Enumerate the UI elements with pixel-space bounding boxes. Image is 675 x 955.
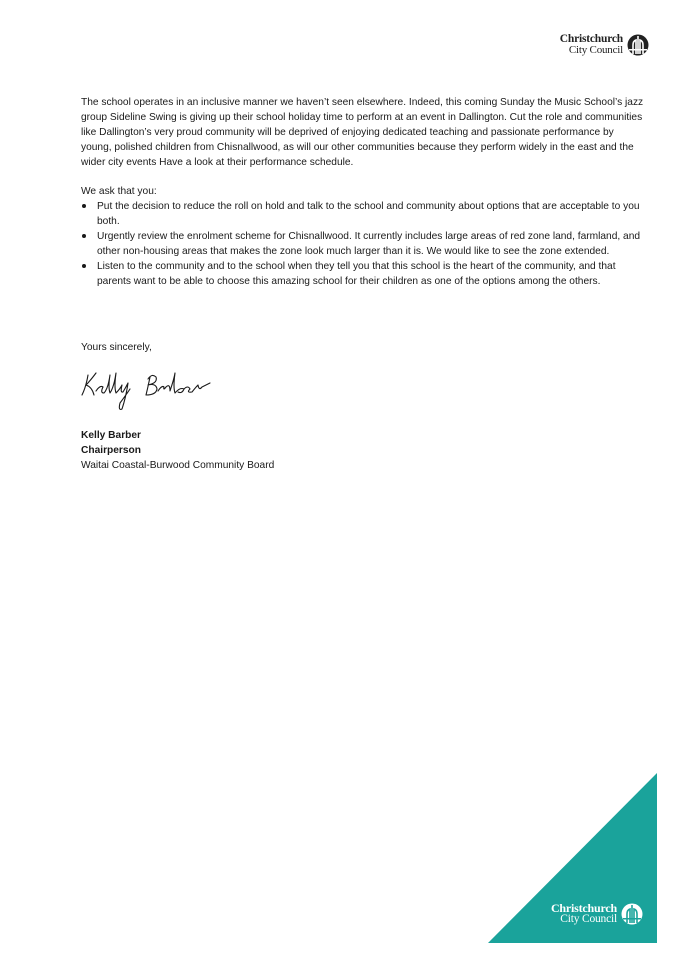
body-paragraph: The school operates in an inclusive manner we haven’t seen elsewhere. Indeed, this coming Sunday the Music School’s jazz group Sideline Swing is giving up their school holiday time to perform at an event in Dallington. Cut the role and communities like Dallington’s very proud community will be deprived of enjoying dedicated teaching and passionate performance by young, polished children from Chisnallwood, as will our other communities because they perform widely in the east and the wider city events Have a look at their performance schedule. <box>81 97 644 168</box>
signatory-title: Chairperson <box>81 445 142 456</box>
council-logo-header <box>560 34 649 56</box>
handwritten-signature <box>78 365 218 415</box>
ccc-cathedral-logo-icon <box>621 903 643 925</box>
closing-salutation: Yours sincerely, <box>81 342 152 353</box>
ask-item: Urgently review the enrolment scheme for Chisnallwood. It currently includes large areas of red zone land, farmland, and other non-housing areas that makes the zone look much larger than it is. We would like to see the zone extended. <box>81 229 646 259</box>
footer-logo-line-1: Christchurch <box>550 901 617 915</box>
footer-logo-wordmark <box>551 903 617 925</box>
logo-line-2: City Council <box>568 44 623 56</box>
signature-text: Kelly Barber <box>78 365 84 366</box>
ask-item: Put the decision to reduce the roll on hold and talk to the school and community about options that are acceptable to you both. <box>81 199 646 229</box>
logo-line-1: Christchurch <box>559 33 623 45</box>
footer-logo-line-2: City Council <box>560 913 617 925</box>
logo-wordmark <box>560 34 623 56</box>
signatory-name: Kelly Barber <box>81 430 142 441</box>
ask-list <box>81 199 646 289</box>
signatory-organisation: Waitai Coastal-Burwood Community Board <box>81 460 275 471</box>
signatory-block <box>81 428 274 473</box>
council-logo-footer <box>551 903 643 925</box>
ask-intro: We ask that you: <box>81 186 157 197</box>
ccc-cathedral-logo-icon <box>627 34 649 56</box>
ask-item: Listen to the community and to the school when they tell you that this school is the heart of the community, and that parents want to be able to choose this amazing school for their children as one of the options among the others. <box>81 259 646 289</box>
letter-body <box>81 95 646 289</box>
